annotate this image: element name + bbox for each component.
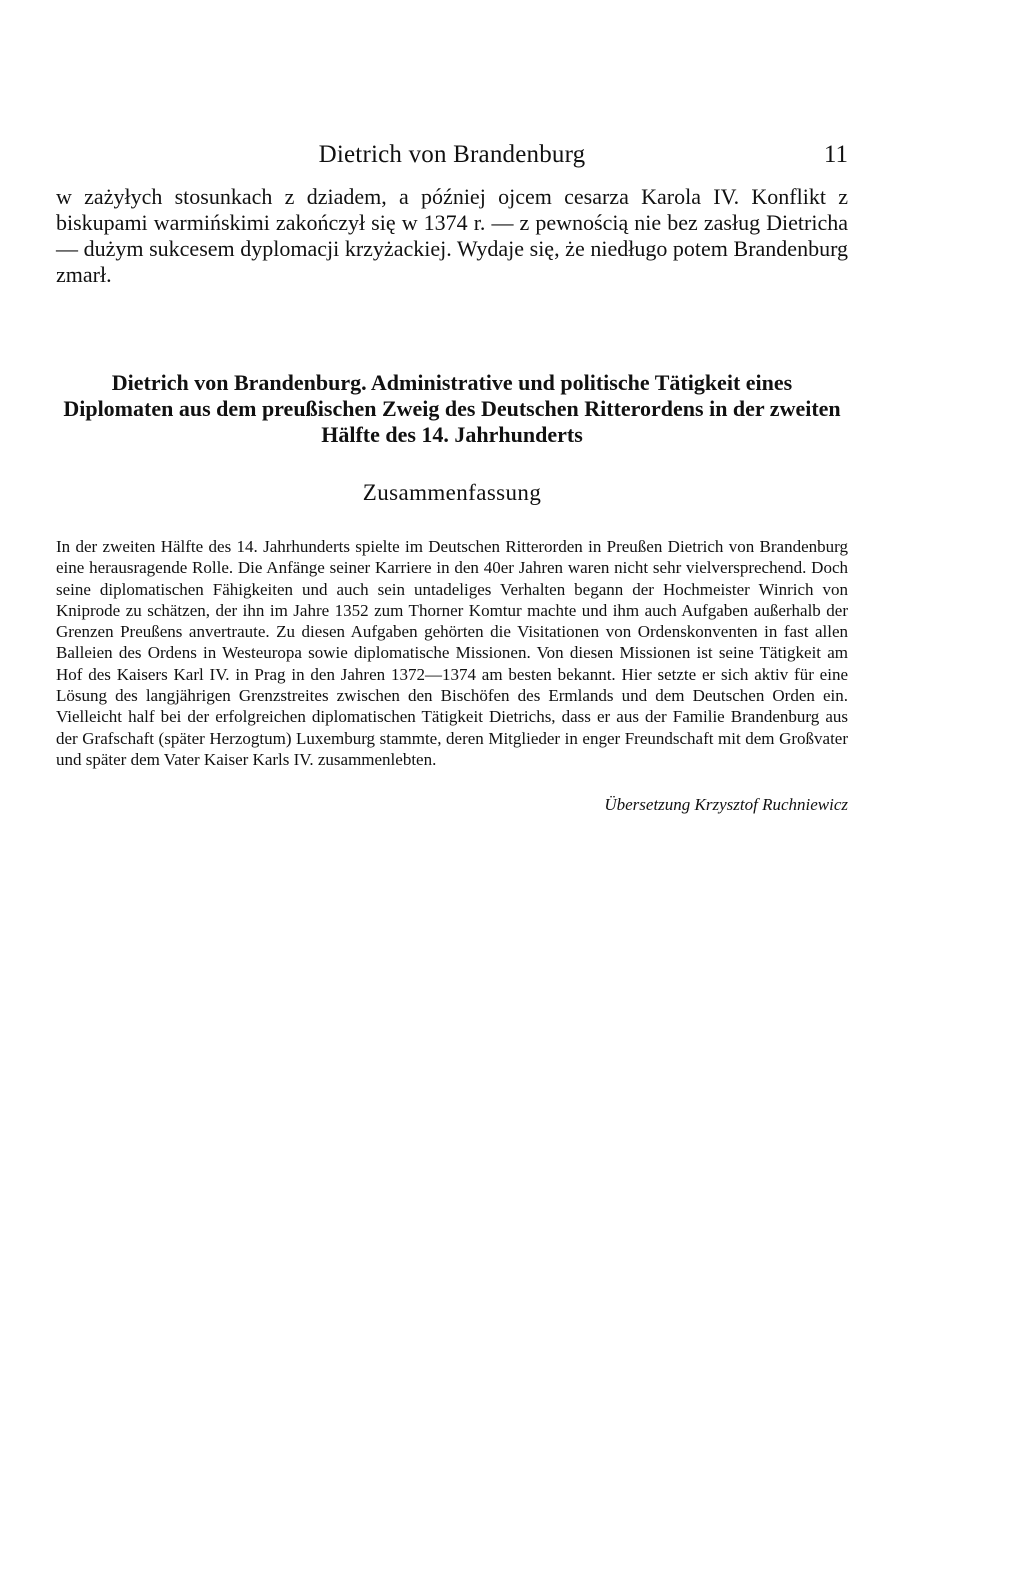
page-number: 11	[823, 141, 848, 168]
running-head	[56, 138, 848, 172]
translator-credit: Übersetzung Krzysztof Ruchniewicz	[604, 795, 848, 814]
running-head-title: Dietrich von Brandenburg	[318, 141, 586, 168]
german-summary-heading: Dietrich von Brandenburg. Administrative und politische Tätigkeit eines Diplomaten aus dem preußischen Zweig des Deutschen Ritterordens in der zweiten Hälfte des 14. Jahrhunderts	[63, 370, 841, 447]
polish-paragraph: w zażyłych stosunkach z dziadem, a później ojcem cesarza Karola IV. Konflikt z biskupami warmińskimi zakończył się w 1374 r. — z pewnością nie bez zasług Dietricha — dużym sukcesem dyplomacji krzyżackiej. Wydaje się, że niedługo potem Brandenburg zmarł.	[56, 184, 848, 287]
summary-paragraph: In der zweiten Hälfte des 14. Jahrhunderts spielte im Deutschen Ritterorden in Preußen Dietrich von Brandenburg eine herausragende Rolle. Die Anfänge seiner Karriere in den 40er Jahren waren nicht sehr vielversprechend. Doch seine diplomatischen Fähigkeiten und auch sein untadeliges Verhalten begann der Hochmeister Winrich von Kniprode zu schätzen, der ihn im Jahre 1352 zum Thorner Komtur machte und ihm auch Aufgaben außerhalb der Grenzen Preußens anvertraute. Zu diesen Aufgaben gehörten die Visitationen von Ordenskonventen in fast allen Balleien des Ordens in Westeuropa sowie diplomatische Missionen. Von diesen Missionen ist seine Tätigkeit am Hof des Kaisers Karl IV. in Prag in den Jahren 1372—1374 am besten bekannt. Hier setzte er sich aktiv für eine Lösung des langjährigen Grenzstreites zwischen den Bischöfen des Ermlands und dem Deutschen Orden ein. Vielleicht half bei der erfolgreichen diplomatischen Tätigkeit Dietrichs, dass er aus der Familie Brandenburg aus der Grafschaft (später Herzogtum) Luxemburg stammte, deren Mitglieder in enger Freundschaft mit dem Großvater und später dem Vater Kaiser Karls IV. zusammenlebten.	[56, 537, 848, 769]
section-title: Zusammenfassung	[362, 480, 542, 505]
